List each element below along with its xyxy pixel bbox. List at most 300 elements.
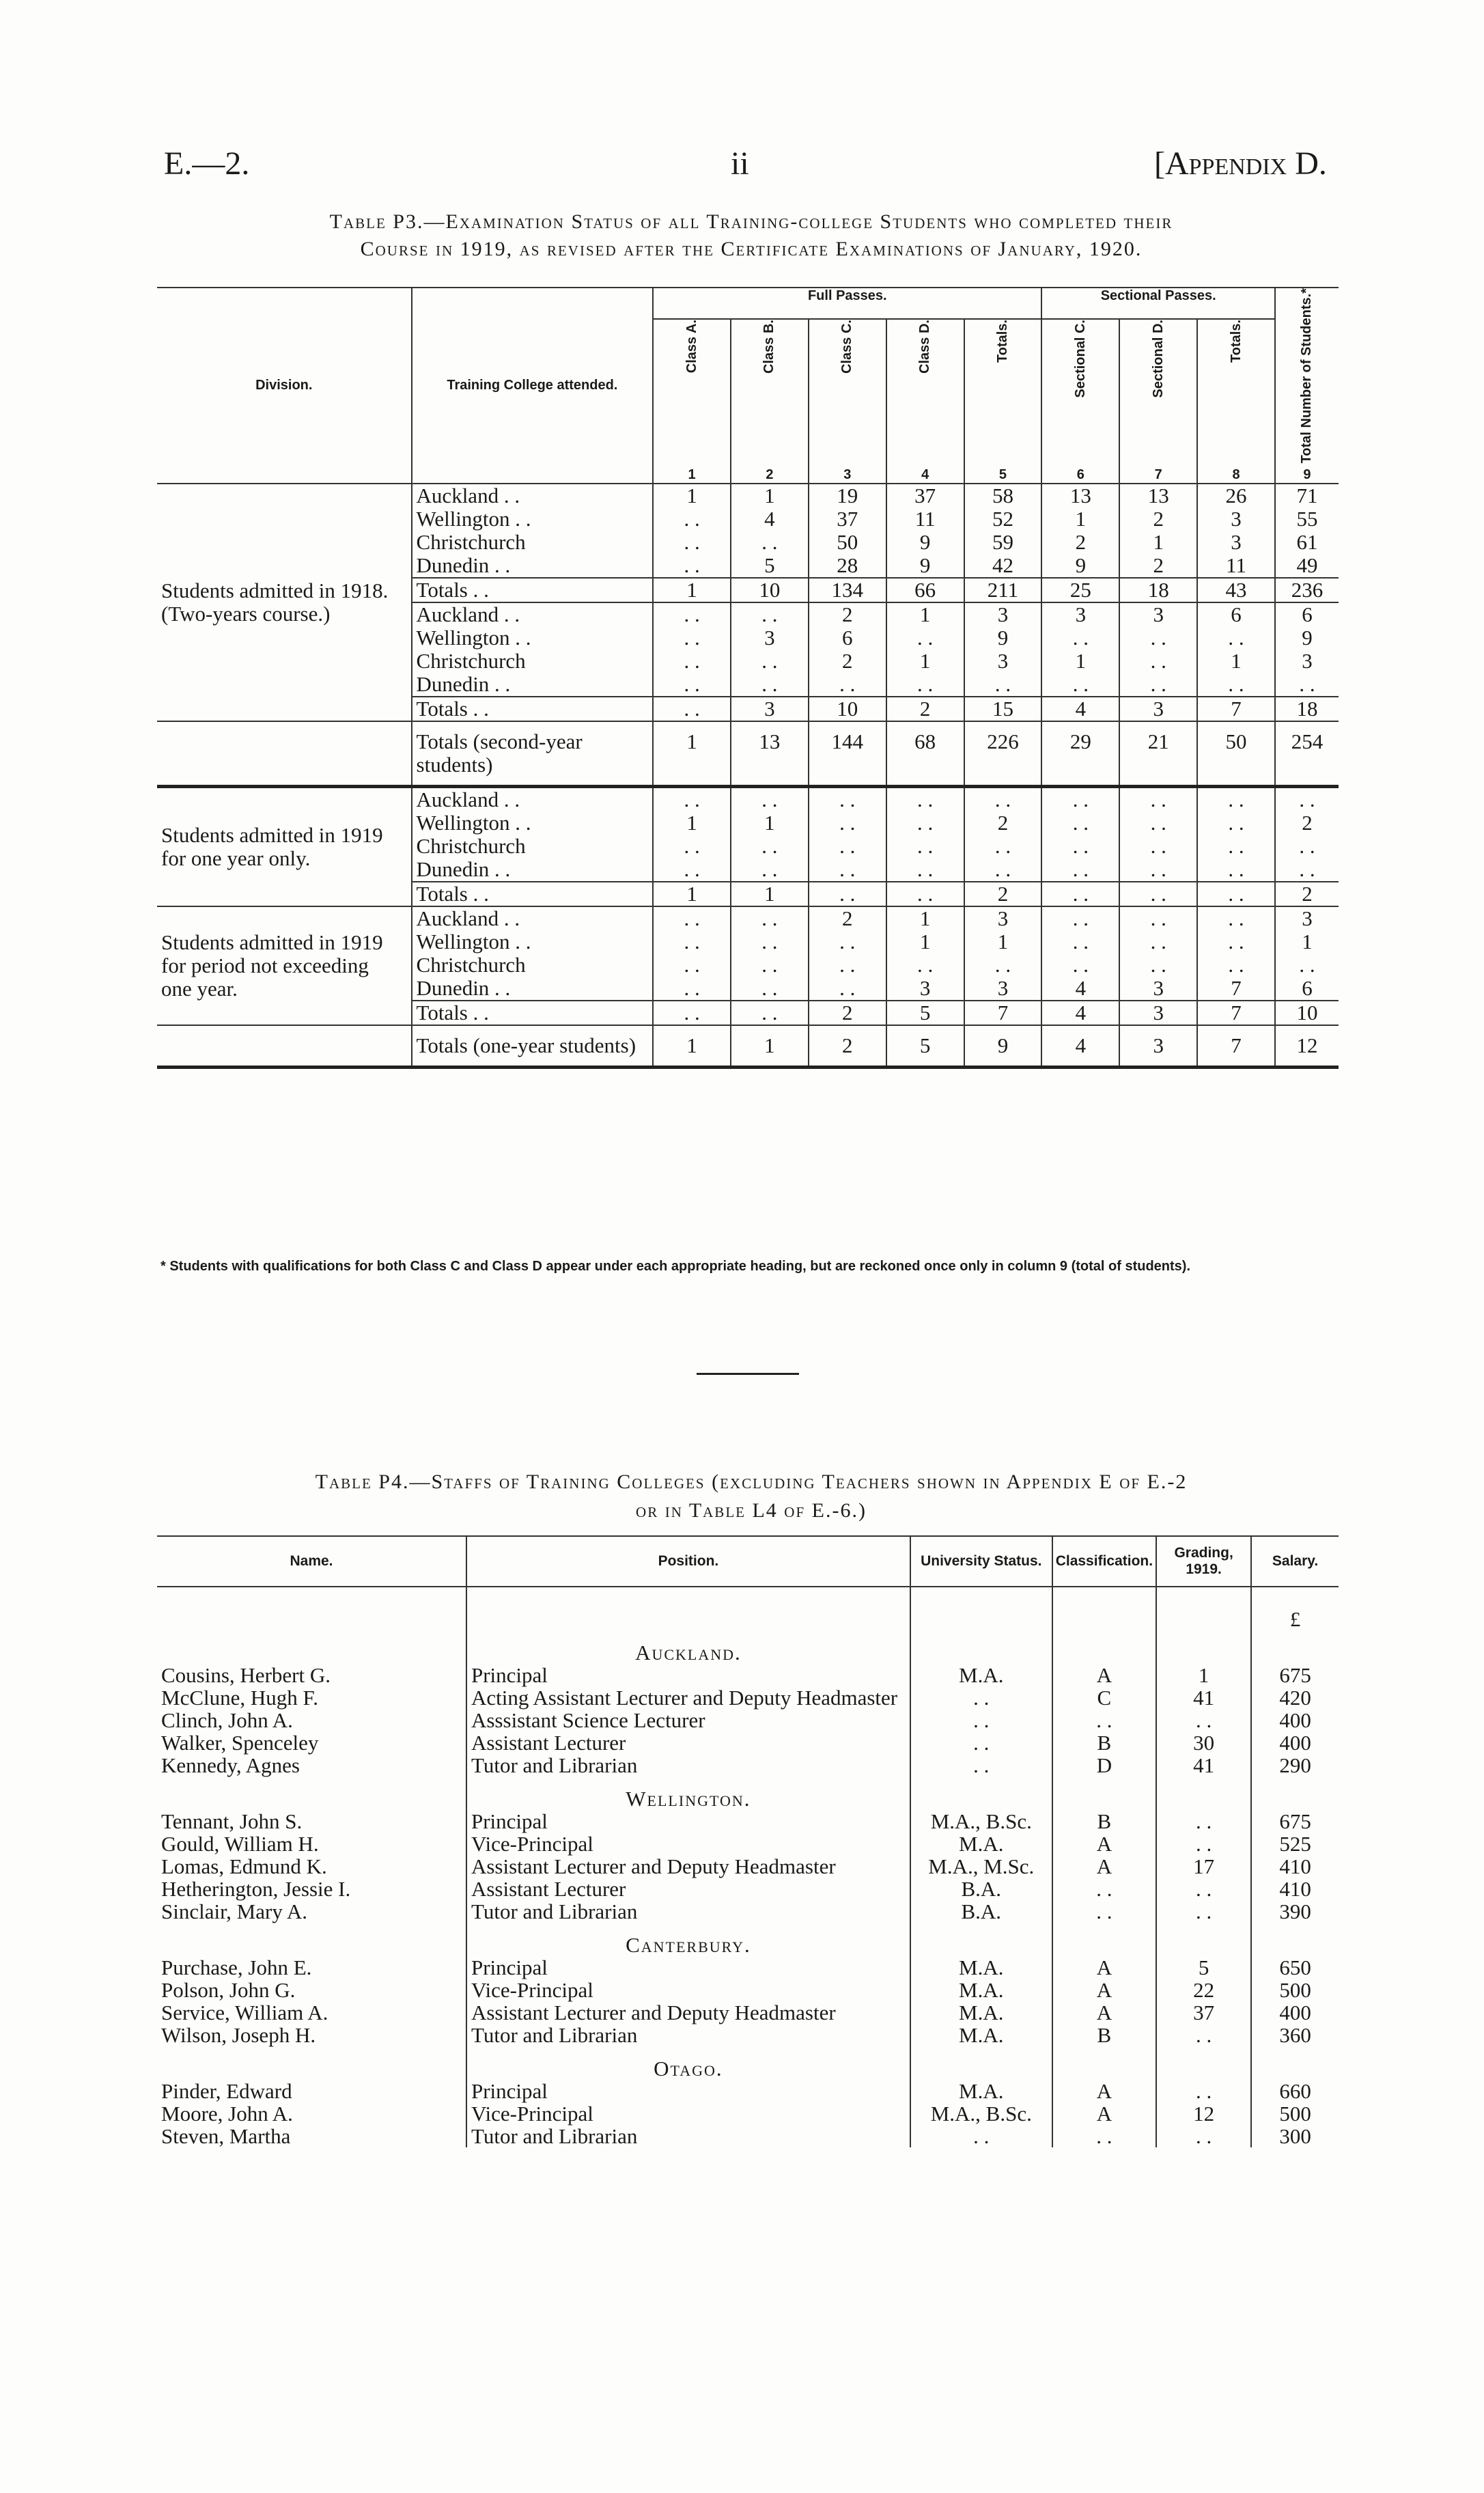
currency-symbol: £	[1251, 1587, 1339, 1630]
college-name: Totals . .	[412, 1001, 654, 1025]
value-cell: 7	[1197, 1001, 1275, 1025]
value-cell: . .	[1119, 787, 1197, 812]
second-year-totals-row	[157, 721, 1339, 787]
staff-name: Steven, Martha	[161, 2124, 291, 2148]
page-code: E.—2.	[164, 145, 250, 182]
section-separator	[697, 1373, 799, 1375]
staff-position: Assistant Lecturer and Deputy Headmaster	[466, 1855, 910, 1878]
staff-name: Cousins, Herbert G.	[161, 1663, 331, 1687]
value-cell: 11	[1197, 554, 1275, 578]
value-cell: 52	[964, 507, 1042, 531]
staff-classification: . .	[1052, 1709, 1156, 1731]
col-name: Name.	[290, 1553, 333, 1569]
staff-position: Principal	[466, 1810, 910, 1833]
value-cell: 5	[886, 1025, 964, 1068]
value-cell: 2	[1275, 882, 1339, 906]
value-cell: . .	[886, 882, 964, 906]
col-class-c: Class C.	[839, 319, 855, 374]
staff-grading: 1	[1156, 1664, 1251, 1686]
staff-classification: A	[1052, 1855, 1156, 1878]
value-cell: 9	[886, 531, 964, 554]
value-cell: . .	[1041, 787, 1119, 812]
staff-university-status: M.A.	[910, 1664, 1052, 1686]
staff-classification: A	[1052, 1833, 1156, 1855]
blank-cell	[1156, 1630, 1251, 1664]
value-cell: 4	[1041, 1001, 1119, 1025]
staff-grading: . .	[1156, 1878, 1251, 1900]
blank-cell	[910, 1777, 1052, 1810]
value-cell: 1	[731, 1025, 809, 1068]
value-cell: 2	[809, 602, 886, 626]
col-num: 5	[964, 467, 1042, 484]
value-cell: . .	[809, 835, 886, 858]
table-p3	[157, 287, 1339, 1069]
staff-salary: 290	[1251, 1754, 1339, 1777]
value-cell: . .	[1119, 930, 1197, 953]
blank-cell	[1251, 1923, 1339, 1956]
staff-name: Sinclair, Mary A.	[161, 1899, 308, 1923]
value-cell: 26	[1197, 484, 1275, 507]
value-cell: 134	[809, 578, 886, 602]
blank-cell	[1156, 1923, 1251, 1956]
full-passes-header: Full Passes.	[653, 288, 1041, 319]
one-year-totals-row	[157, 1025, 1339, 1068]
value-cell: 7	[1197, 977, 1275, 1001]
staff-position: Vice-Principal	[466, 2102, 910, 2125]
value-cell: 2	[1041, 531, 1119, 554]
staff-grading: . .	[1156, 1900, 1251, 1923]
staff-name: Wilson, Joseph H.	[161, 2023, 316, 2047]
staff-grading: . .	[1156, 1810, 1251, 1833]
blank-cell	[1251, 1630, 1339, 1664]
value-cell: . .	[653, 1001, 731, 1025]
value-cell: . .	[964, 858, 1042, 882]
value-cell: 3	[1119, 697, 1197, 721]
blank-cell	[910, 1923, 1052, 1956]
college-heading: Auckland.	[466, 1630, 910, 1664]
staff-row	[157, 1956, 1339, 1979]
value-cell: 9	[964, 626, 1042, 650]
staff-position: Asssistant Science Lecturer	[466, 1709, 910, 1731]
value-cell: . .	[1119, 673, 1197, 697]
value-cell: 59	[964, 531, 1042, 554]
staff-salary: 500	[1251, 1979, 1339, 2001]
value-cell: . .	[1197, 835, 1275, 858]
value-cell: 1	[886, 906, 964, 930]
value-cell: . .	[1275, 835, 1339, 858]
value-cell: 1	[653, 1025, 731, 1068]
col-sectional-totals: Totals.	[1228, 319, 1244, 363]
value-cell: . .	[653, 602, 731, 626]
col-num: 4	[886, 467, 964, 484]
blank-cell	[1052, 1777, 1156, 1810]
value-cell: 3	[1119, 1025, 1197, 1068]
value-cell: . .	[653, 835, 731, 858]
staff-salary: 360	[1251, 2024, 1339, 2046]
value-cell: . .	[886, 835, 964, 858]
col-position: Position.	[466, 1536, 910, 1587]
value-cell: . .	[1275, 953, 1339, 977]
value-cell: 13	[1041, 484, 1119, 507]
value-cell: . .	[731, 602, 809, 626]
college-heading: Canterbury.	[466, 1923, 910, 1956]
blank-cell	[157, 2046, 466, 2080]
staff-position: Tutor and Librarian	[466, 1900, 910, 1923]
value-cell: . .	[1197, 811, 1275, 835]
staff-salary: 420	[1251, 1686, 1339, 1709]
staff-university-status: . .	[910, 1754, 1052, 1777]
blank-cell	[1251, 2046, 1339, 2080]
college-name: Christchurch	[412, 835, 654, 858]
college-name: Totals . .	[412, 578, 654, 602]
value-cell: . .	[1197, 953, 1275, 977]
value-cell: . .	[1119, 906, 1197, 930]
staff-name: Kennedy, Agnes	[161, 1753, 300, 1777]
value-cell: 68	[886, 721, 964, 787]
value-cell: 1	[731, 484, 809, 507]
staff-classification: B	[1052, 2024, 1156, 2046]
value-cell: 3	[731, 697, 809, 721]
staff-salary: 410	[1251, 1878, 1339, 1900]
staff-position: Vice-Principal	[466, 1979, 910, 2001]
staff-university-status: B.A.	[910, 1878, 1052, 1900]
college-heading: Wellington.	[466, 1777, 910, 1810]
value-cell: 226	[964, 721, 1042, 787]
value-cell: 7	[1197, 697, 1275, 721]
staff-name: Hetherington, Jessie I.	[161, 1877, 351, 1901]
value-cell: 50	[809, 531, 886, 554]
value-cell: 3	[964, 602, 1042, 626]
college-name: Auckland . .	[412, 602, 654, 626]
value-cell: . .	[731, 650, 809, 673]
college-name: Wellington . .	[412, 930, 654, 953]
college-name: Wellington . .	[412, 626, 654, 650]
value-cell: . .	[1119, 835, 1197, 858]
blank-cell	[157, 721, 412, 787]
value-cell: 3	[1275, 906, 1339, 930]
blank-cell	[157, 1025, 412, 1068]
value-cell: 2	[809, 1025, 886, 1068]
value-cell: . .	[653, 531, 731, 554]
value-cell: 37	[886, 484, 964, 507]
value-cell: 6	[1275, 602, 1339, 626]
staff-classification: D	[1052, 1754, 1156, 1777]
value-cell: 1	[1041, 507, 1119, 531]
value-cell: . .	[809, 882, 886, 906]
blank-cell	[157, 1923, 466, 1956]
staff-position: Principal	[466, 2080, 910, 2102]
value-cell: . .	[731, 930, 809, 953]
blank-cell	[910, 2046, 1052, 2080]
value-cell: . .	[731, 953, 809, 977]
blank-cell	[1052, 1630, 1156, 1664]
staff-position: Vice-Principal	[466, 1833, 910, 1855]
col-college: Training College attended.	[412, 288, 654, 484]
value-cell: 29	[1041, 721, 1119, 787]
blank-cell	[1052, 2046, 1156, 2080]
value-cell: . .	[809, 787, 886, 812]
value-cell: 1	[653, 484, 731, 507]
staff-salary: 400	[1251, 1709, 1339, 1731]
sectional-passes-header: Sectional Passes.	[1041, 288, 1275, 319]
value-cell: 10	[809, 697, 886, 721]
staff-grading: 41	[1156, 1686, 1251, 1709]
value-cell: 11	[886, 507, 964, 531]
staff-grading: . .	[1156, 2125, 1251, 2147]
value-cell: . .	[1119, 650, 1197, 673]
value-cell: 254	[1275, 721, 1339, 787]
value-cell: 10	[1275, 1001, 1339, 1025]
value-cell: 1	[886, 602, 964, 626]
currency-row	[157, 1587, 1339, 1630]
value-cell: . .	[1275, 787, 1339, 812]
staff-classification: C	[1052, 1686, 1156, 1709]
value-cell: 1	[653, 811, 731, 835]
value-cell: 3	[964, 977, 1042, 1001]
value-cell: . .	[964, 787, 1042, 812]
value-cell: 1	[964, 930, 1042, 953]
value-cell: . .	[731, 858, 809, 882]
value-cell: 2	[809, 1001, 886, 1025]
staff-university-status: M.A.	[910, 2024, 1052, 2046]
staff-salary: 300	[1251, 2125, 1339, 2147]
blank-cell	[1251, 1777, 1339, 1810]
value-cell: 1	[653, 721, 731, 787]
staff-university-status: M.A.	[910, 1956, 1052, 1979]
table-p4	[157, 1535, 1339, 2147]
staff-position: Assistant Lecturer	[466, 1731, 910, 1754]
staff-salary: 400	[1251, 1731, 1339, 1754]
col-total-students: Total Number of Students.*	[1299, 288, 1315, 464]
col-num: 2	[731, 467, 809, 484]
value-cell: 1	[653, 578, 731, 602]
value-cell: . .	[731, 673, 809, 697]
value-cell: . .	[1197, 673, 1275, 697]
value-cell: 50	[1197, 721, 1275, 787]
table-row	[157, 906, 1339, 930]
college-heading-row	[157, 2046, 1339, 2080]
value-cell: . .	[653, 673, 731, 697]
value-cell: 71	[1275, 484, 1339, 507]
value-cell: . .	[653, 787, 731, 812]
value-cell: 9	[1041, 554, 1119, 578]
value-cell: . .	[1041, 673, 1119, 697]
value-cell: . .	[886, 953, 964, 977]
staff-row	[157, 2102, 1339, 2125]
value-cell: 37	[809, 507, 886, 531]
staff-grading: . .	[1156, 2024, 1251, 2046]
value-cell: 6	[809, 626, 886, 650]
staff-row	[157, 1855, 1339, 1878]
staff-row	[157, 2001, 1339, 2024]
value-cell: . .	[809, 858, 886, 882]
staff-classification: . .	[1052, 1878, 1156, 1900]
value-cell: . .	[1041, 626, 1119, 650]
value-cell: 5	[886, 1001, 964, 1025]
value-cell: . .	[653, 507, 731, 531]
staff-salary: 660	[1251, 2080, 1339, 2102]
staff-university-status: . .	[910, 1686, 1052, 1709]
value-cell: . .	[653, 697, 731, 721]
blank-cell	[157, 1777, 466, 1810]
staff-classification: A	[1052, 1979, 1156, 2001]
value-cell: 43	[1197, 578, 1275, 602]
value-cell: 236	[1275, 578, 1339, 602]
value-cell: 4	[1041, 1025, 1119, 1068]
col-num: 6	[1041, 467, 1119, 484]
staff-row	[157, 1833, 1339, 1855]
blank-cell	[1156, 1587, 1251, 1630]
value-cell: 1	[1119, 531, 1197, 554]
p4-title-line2: or in Table L4 of E.-6.)	[636, 1499, 867, 1522]
value-cell: 15	[964, 697, 1042, 721]
value-cell: . .	[1197, 858, 1275, 882]
value-cell: 49	[1275, 554, 1339, 578]
table-row	[157, 787, 1339, 812]
value-cell: . .	[653, 906, 731, 930]
value-cell: . .	[964, 953, 1042, 977]
value-cell: 1	[731, 811, 809, 835]
staff-grading: . .	[1156, 1709, 1251, 1731]
value-cell: 3	[964, 906, 1042, 930]
college-heading-row	[157, 1630, 1339, 1664]
value-cell: . .	[731, 977, 809, 1001]
value-cell: 2	[964, 811, 1042, 835]
staff-classification: . .	[1052, 2125, 1156, 2147]
college-name: Wellington . .	[412, 811, 654, 835]
value-cell: 9	[886, 554, 964, 578]
value-cell: . .	[653, 977, 731, 1001]
staff-position: Tutor and Librarian	[466, 2024, 910, 2046]
value-cell: 3	[1119, 602, 1197, 626]
value-cell: 5	[731, 554, 809, 578]
value-cell: . .	[1041, 835, 1119, 858]
value-cell: . .	[1041, 882, 1119, 906]
value-cell: . .	[1119, 882, 1197, 906]
college-heading-row	[157, 1923, 1339, 1956]
value-cell: . .	[1041, 953, 1119, 977]
college-name: Totals . .	[412, 697, 654, 721]
value-cell: . .	[1197, 787, 1275, 812]
college-heading: Otago.	[466, 2046, 910, 2080]
staff-row	[157, 1709, 1339, 1731]
staff-row	[157, 1979, 1339, 2001]
staff-position: Tutor and Librarian	[466, 2125, 910, 2147]
value-cell: 6	[1275, 977, 1339, 1001]
col-num: 1	[653, 467, 731, 484]
staff-classification: B	[1052, 1731, 1156, 1754]
value-cell: 19	[809, 484, 886, 507]
staff-grading: 5	[1156, 1956, 1251, 1979]
value-cell: . .	[1197, 626, 1275, 650]
staff-university-status: M.A.	[910, 1979, 1052, 2001]
value-cell: . .	[809, 673, 886, 697]
college-name: Auckland . .	[412, 787, 654, 812]
blank-cell	[1052, 1923, 1156, 1956]
staff-grading: 30	[1156, 1731, 1251, 1754]
value-cell: . .	[886, 626, 964, 650]
value-cell: . .	[1197, 930, 1275, 953]
staff-name: Purchase, John E.	[161, 1955, 312, 1979]
value-cell: . .	[1119, 811, 1197, 835]
value-cell: . .	[731, 787, 809, 812]
value-cell: . .	[1275, 673, 1339, 697]
college-heading-row	[157, 1777, 1339, 1810]
value-cell: . .	[653, 650, 731, 673]
value-cell: 55	[1275, 507, 1339, 531]
value-cell: 4	[1041, 977, 1119, 1001]
value-cell: . .	[964, 673, 1042, 697]
p3-title-line1: Table P3.—Examination Status of all Training-college Students who completed their	[329, 210, 1173, 233]
value-cell: 9	[964, 1025, 1042, 1068]
blank-cell	[157, 1630, 466, 1664]
value-cell: 25	[1041, 578, 1119, 602]
value-cell: . .	[1119, 626, 1197, 650]
p4-title-line1: Table P4.—Staffs of Training Colleges (excluding Teachers shown in Appendix E of E.-2	[315, 1471, 1188, 1493]
value-cell: . .	[1041, 930, 1119, 953]
staff-salary: 410	[1251, 1855, 1339, 1878]
value-cell: 2	[1119, 554, 1197, 578]
value-cell: . .	[731, 531, 809, 554]
value-cell: 3	[1197, 531, 1275, 554]
value-cell: 3	[1041, 602, 1119, 626]
value-cell: 7	[1197, 1025, 1275, 1068]
value-cell: 61	[1275, 531, 1339, 554]
staff-salary: 675	[1251, 1810, 1339, 1833]
value-cell: . .	[653, 953, 731, 977]
staff-position: Assistant Lecturer and Deputy Headmaster	[466, 2001, 910, 2024]
staff-classification: . .	[1052, 1900, 1156, 1923]
col-salary: Salary.	[1251, 1536, 1339, 1587]
value-cell: 144	[809, 721, 886, 787]
college-name: Dunedin . .	[412, 554, 654, 578]
appendix-label: [Appendix D.	[1154, 145, 1327, 182]
value-cell: 9	[1275, 626, 1339, 650]
value-cell: . .	[809, 977, 886, 1001]
staff-university-status: . .	[910, 1709, 1052, 1731]
value-cell: 2	[1275, 811, 1339, 835]
college-name: Wellington . .	[412, 507, 654, 531]
staff-row	[157, 1900, 1339, 1923]
staff-row	[157, 1810, 1339, 1833]
col-university-status: University Status.	[910, 1536, 1052, 1587]
staff-name: Lomas, Edmund K.	[161, 1854, 327, 1878]
staff-university-status: M.A.	[910, 2001, 1052, 2024]
p3-title-line2: Course in 1919, as revised after the Certificate Examinations of January, 1920.	[360, 238, 1143, 260]
col-num: 8	[1197, 467, 1275, 484]
col-num: 9	[1275, 467, 1339, 484]
blank-cell	[466, 1587, 910, 1630]
value-cell: . .	[886, 673, 964, 697]
value-cell: 58	[964, 484, 1042, 507]
staff-position: Acting Assistant Lecturer and Deputy Headmaster	[466, 1686, 910, 1709]
value-cell: . .	[1275, 858, 1339, 882]
value-cell: 2	[1119, 507, 1197, 531]
value-cell: . .	[1197, 882, 1275, 906]
value-cell: . .	[731, 1001, 809, 1025]
staff-classification: A	[1052, 2080, 1156, 2102]
value-cell: 3	[731, 626, 809, 650]
value-cell: 3	[886, 977, 964, 1001]
staff-grading: . .	[1156, 1833, 1251, 1855]
staff-classification: A	[1052, 1664, 1156, 1686]
value-cell: . .	[731, 906, 809, 930]
value-cell: 211	[964, 578, 1042, 602]
staff-row	[157, 1754, 1339, 1777]
col-num: 3	[809, 467, 886, 484]
value-cell: 3	[1119, 1001, 1197, 1025]
staff-row	[157, 1664, 1339, 1686]
